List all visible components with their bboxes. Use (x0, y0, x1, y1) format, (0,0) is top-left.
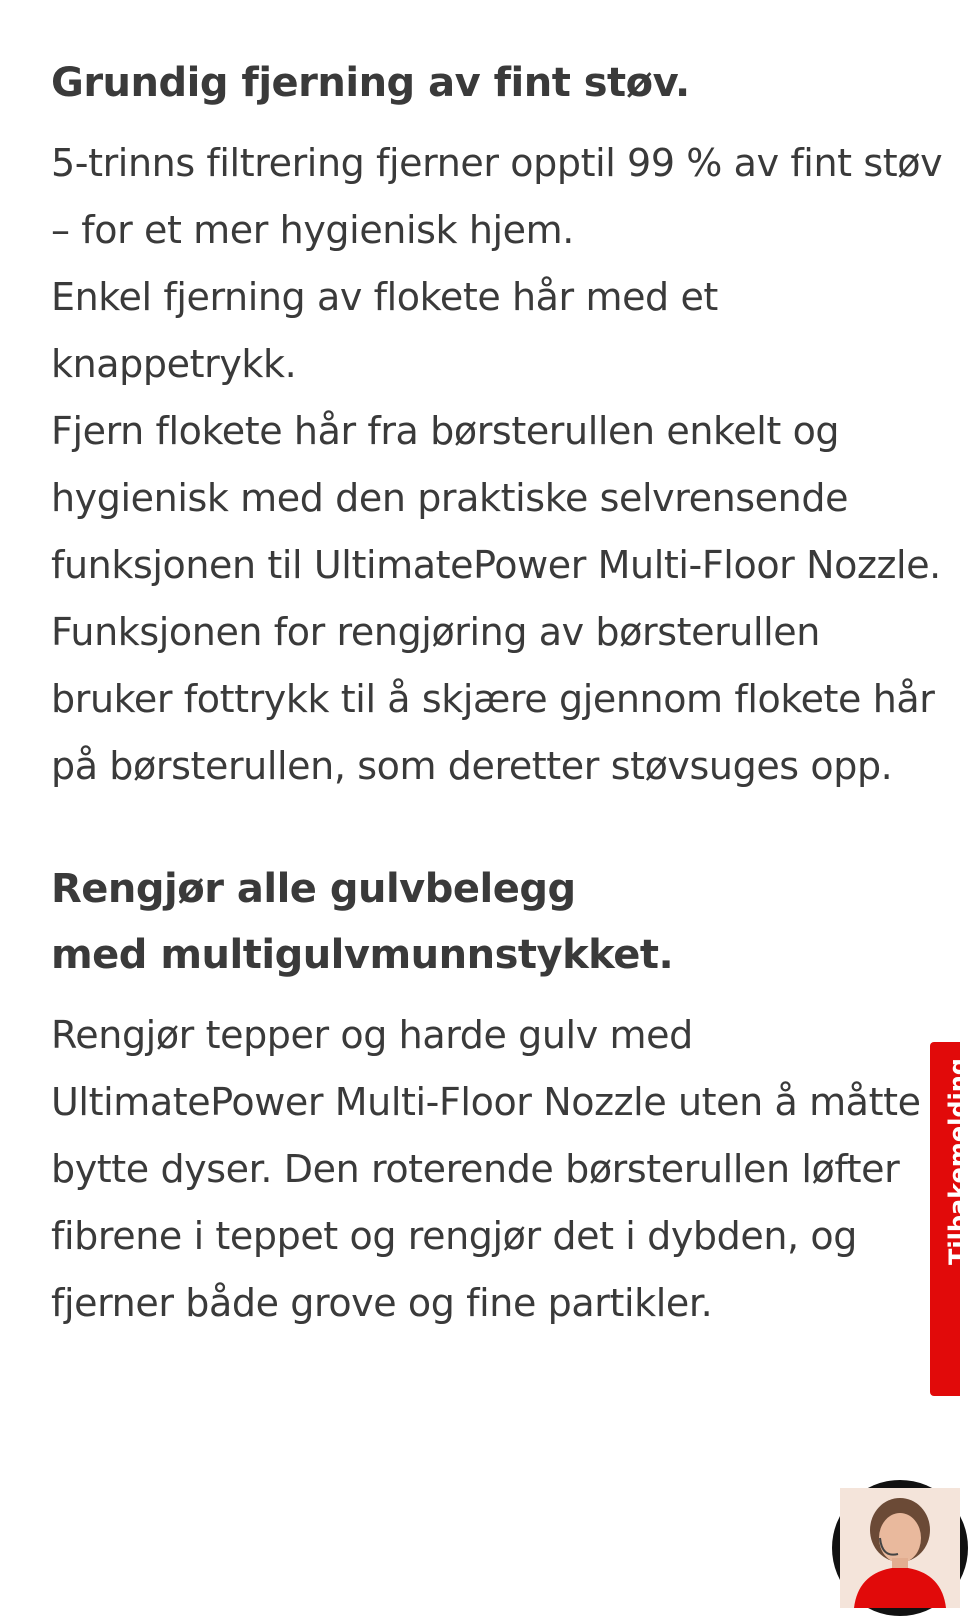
paragraph: Fjern flokete hår fra børsterullen enkelt og hygienisk med den praktiske selvrensende funksjonen til UltimatePower Multi-Floor Nozzle. (51, 409, 941, 587)
chat-support-button[interactable] (832, 1480, 968, 1616)
paragraph: Enkel fjerning av flokete hår med et knappetrykk. (51, 275, 718, 386)
section-multi-floor (51, 856, 946, 1337)
paragraph: 5-trinns filtrering fjerner opptil 99 % av fint støv – for et mer hygienisk hjem. (51, 141, 943, 252)
section-fine-dust (51, 50, 946, 800)
paragraph: Rengjør tepper og harde gulv med UltimatePower Multi-Floor Nozzle uten å måtte bytte dyser. Den roterende børsterullen løfter fibrene i teppet og rengjør det i dybden, og fjerner både grove og fine partikler. (51, 1013, 921, 1325)
section-heading: Grundig fjerning av fint støv. (51, 60, 690, 106)
paragraph: Funksjonen for rengjøring av børsterullen bruker fottrykk til å skjære gjennom flokete hår på børsterullen, som deretter støvsuges opp. (51, 610, 935, 788)
section-divider (51, 800, 946, 856)
feedback-tab[interactable] (930, 1042, 972, 1396)
support-agent-avatar-icon (840, 1488, 960, 1608)
feedback-tab-label: Tilbakemelding (944, 1058, 972, 1265)
product-description (51, 50, 946, 1337)
section-heading: Rengjør alle gulvbelegg med multigulvmunnstykket. (51, 866, 674, 978)
